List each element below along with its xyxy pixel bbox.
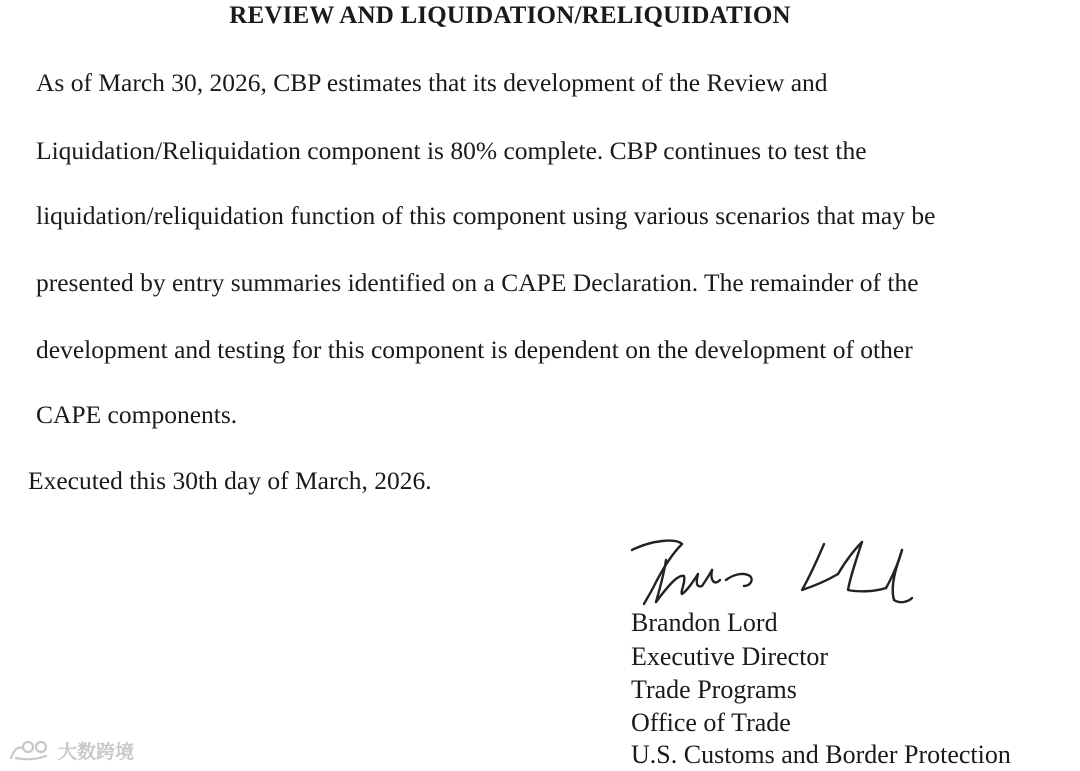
- watermark: [8, 736, 134, 764]
- signatory-office: Office of Trade: [631, 708, 791, 737]
- paragraph-line: development and testing for this component is dependent on the development of other: [36, 335, 913, 364]
- executed-date-line: Executed this 30th day of March, 2026.: [28, 466, 432, 495]
- paragraph-line: CAPE components.: [36, 400, 238, 429]
- paragraph-line: presented by entry summaries identified on a CAPE Declaration. The remainder of the: [36, 268, 919, 297]
- document-heading: REVIEW AND LIQUIDATION/RELIQUIDATION: [229, 2, 791, 29]
- paragraph-line: liquidation/reliquidation function of this component using various scenarios that may be: [36, 201, 936, 230]
- signatory-program: Trade Programs: [631, 675, 797, 704]
- watermark-text: 大数跨境: [58, 740, 135, 763]
- signatory-name: Brandon Lord: [631, 608, 778, 637]
- paragraph-line: Liquidation/Reliquidation component is 80% complete. CBP continues to test the: [36, 136, 867, 165]
- signatory-agency: U.S. Customs and Border Protection: [631, 740, 1011, 769]
- watermark-logo-icon: [8, 738, 52, 762]
- paragraph-line: As of March 30, 2026, CBP estimates that its development of the Review and: [36, 68, 828, 97]
- signatory-title: Executive Director: [631, 642, 829, 671]
- handwritten-signature: [624, 530, 914, 616]
